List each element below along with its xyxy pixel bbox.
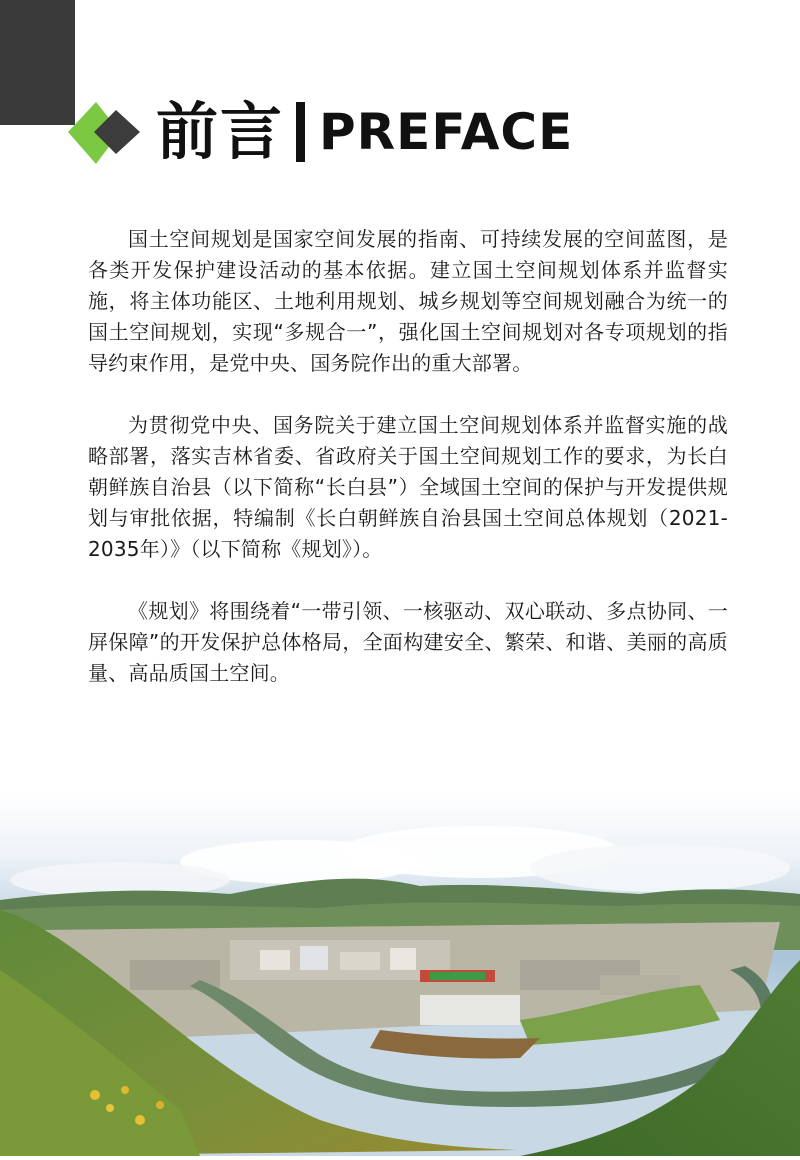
paragraph-3: 《规划》将围绕着“一带引领、一核驱动、双心联动、多点协同、一屏保障”的开发保护总体格局，全面构建安全、繁荣、和谐、美丽的高质量、高品质国土空间。 [88,599,728,685]
page-heading [68,94,573,170]
title-divider [296,102,305,162]
page-title-english: PREFACE [319,103,574,161]
panorama-photo [0,790,800,1156]
corner-decoration [0,0,75,125]
paragraph-1: 国土空间规划是国家空间发展的指南、可持续发展的空间蓝图，是各类开发保护建设活动的基本依据。建立国土空间规划体系并监督实施，将主体功能区、土地利用规划、城乡规划等空间规划融合为统一的国土空间规划，实现“多规合一”，强化国土空间规划对各专项规划的指导约束作用，是党中央、国务院作出的重大部署。 [88,227,728,375]
preface-body [88,224,728,720]
diamond-logo-icon [68,94,150,170]
page-title-chinese: 前言 [156,95,285,168]
paragraph-2: 为贯彻党中央、国务院关于建立国土空间规划体系并监督实施的战略部署，落实吉林省委、省政府关于国土空间规划工作的要求，为长白朝鲜族自治县（以下简称“长白县”）全域国土空间的保护与开发提供规划与审批依据，特编制《长白朝鲜族自治县国土空间总体规划（2021-2035年）》（以下简称《规划》）。 [88,413,728,561]
